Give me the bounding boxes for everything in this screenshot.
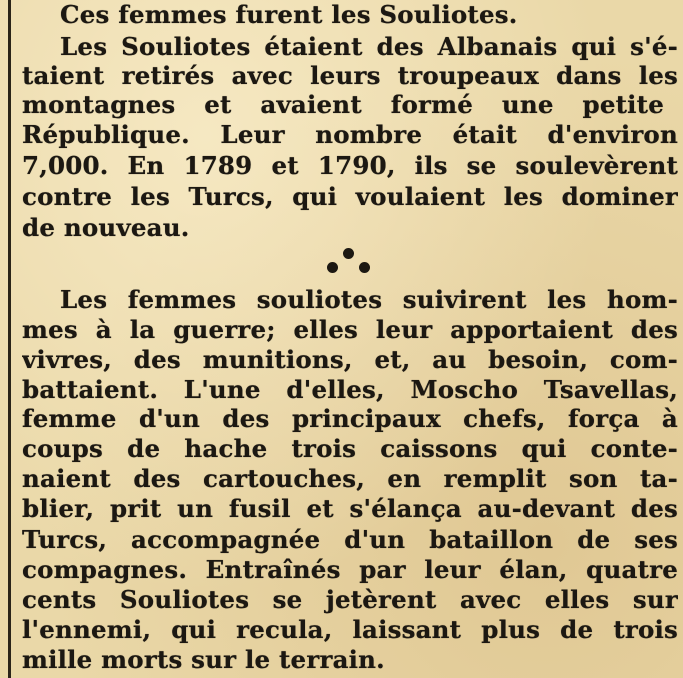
text-line: l'ennemi, qui recula, laissant plus de trois — [22, 616, 678, 644]
text-line: Les Souliotes étaient des Albanais qui s'é- — [60, 33, 678, 61]
text-line: cents Souliotes se jetèrent avec elles sur — [22, 586, 678, 614]
text-line: coups de hache trois caissons qui conte- — [22, 435, 678, 463]
text-line: vivres, des munitions, et, au besoin, com- — [22, 346, 678, 374]
text-line: mes à la guerre; elles leur apportaient des — [22, 316, 678, 344]
text-line: compagnes. Entraînés par leur élan, quatre — [22, 556, 678, 584]
text-line: 7,000. En 1789 et 1790, ils se soulevèrent — [22, 152, 678, 180]
text-line: de nouveau. — [22, 213, 190, 242]
text-line: taient retirés avec leurs troupeaux dans les — [22, 62, 678, 90]
text-line: Ces femmes furent les Souliotes. — [60, 0, 518, 29]
text-line: mille morts sur le terrain. — [22, 645, 385, 674]
text-line: République. Leur nombre était d'environ — [22, 121, 678, 149]
text-line: Les femmes souliotes suivirent les hom- — [60, 286, 678, 314]
text-line: Turcs, accompagnée d'un bataillon de ses — [22, 526, 678, 554]
text-line: battaient. L'une d'elles, Moscho Tsavellas, — [22, 376, 678, 404]
text-line: naient des cartouches, en remplit son ta- — [22, 465, 678, 493]
asterism-ornament — [318, 246, 378, 280]
column-rule — [8, 0, 11, 678]
text-line: contre les Turcs, qui voulaient les dominer — [22, 183, 678, 211]
text-line: femme d'un des principaux chefs, força à — [22, 405, 678, 433]
text-line: montagnes et avaient formé une petite — [22, 91, 664, 119]
text-line: blier, prit un fusil et s'élança au-devant des — [22, 495, 678, 523]
